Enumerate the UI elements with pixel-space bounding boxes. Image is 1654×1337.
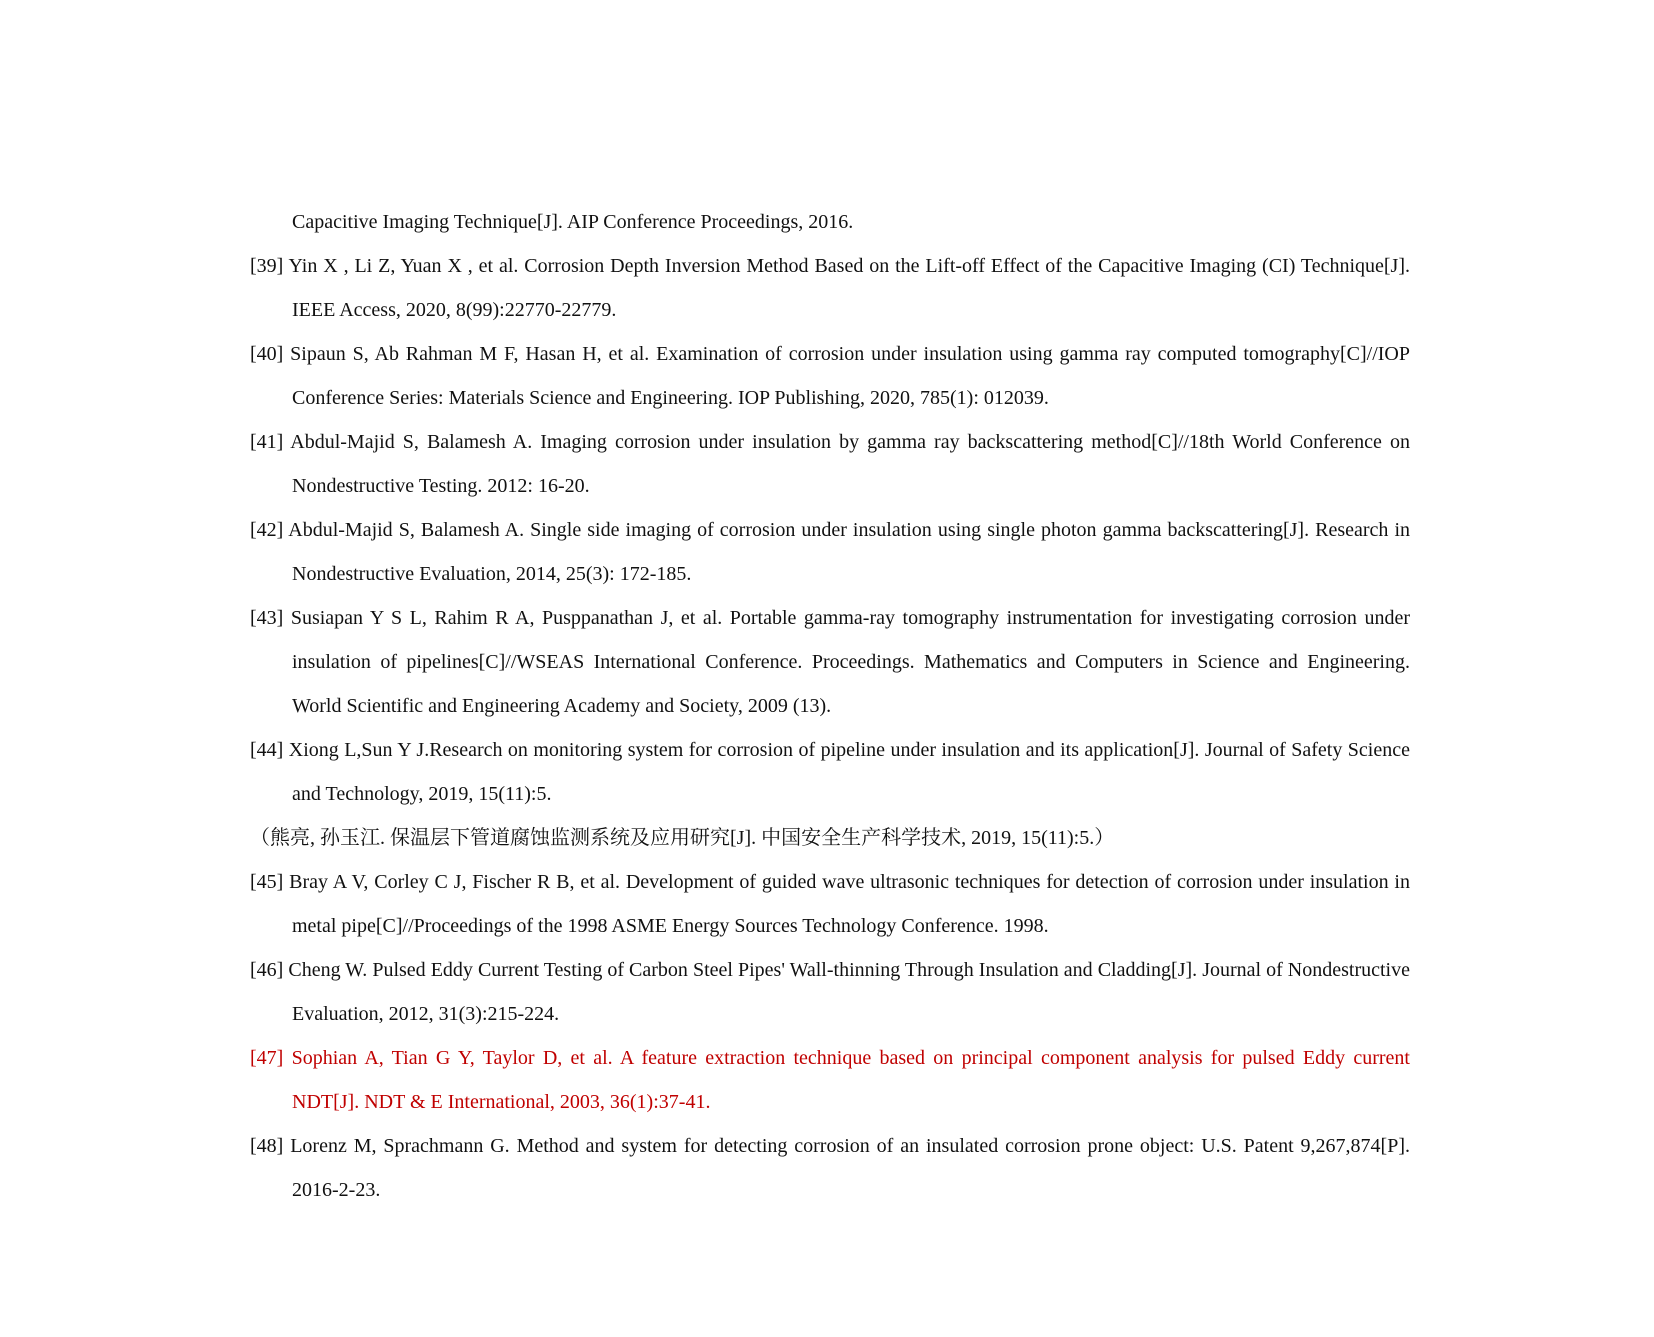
reference-47-highlighted: [47] Sophian A, Tian G Y, Taylor D, et al. A feature extraction technique based on principal component analysis for pulsed Eddy current NDT[J]. NDT & E International, 2003, 36(1):37-41. <box>250 1047 1410 1113</box>
reference-40: [40] Sipaun S, Ab Rahman M F, Hasan H, et al. Examination of corrosion under insulation using gamma ray computed tomography[C]//IOP Conference Series: Materials Science and Engineering. IOP Publishing, 2020, 785(1): 012039. <box>250 343 1410 409</box>
reference-46: [46] Cheng W. Pulsed Eddy Current Testing of Carbon Steel Pipes' Wall-thinning Through Insulation and Cladding[J]. Journal of Nondestructive Evaluation, 2012, 31(3):215-224. <box>250 959 1410 1025</box>
reference-43: [43] Susiapan Y S L, Rahim R A, Pusppanathan J, et al. Portable gamma-ray tomography instrumentation for investigating corrosion under insulation of pipelines[C]//WSEAS International Conference. Proceedings. Mathematics and Computers in Science and Engineering. World Scientific and Engineering Academy and Society, 2009 (13). <box>250 607 1410 717</box>
reference-44: [44] Xiong L,Sun Y J.Research on monitoring system for corrosion of pipeline under insulation and its application[J]. Journal of Safety Science and Technology, 2019, 15(11):5. <box>250 739 1410 805</box>
reference-42: [42] Abdul-Majid S, Balamesh A. Single side imaging of corrosion under insulation using single photon gamma backscattering[J]. Research in Nondestructive Evaluation, 2014, 25(3): 172-185. <box>250 519 1410 585</box>
reference-continuation: Capacitive Imaging Technique[J]. AIP Conference Proceedings, 2016. <box>292 211 854 233</box>
reference-45: [45] Bray A V, Corley C J, Fischer R B, et al. Development of guided wave ultrasonic techniques for detection of corrosion under insulation in metal pipe[C]//Proceedings of the 1998 ASME Energy Sources Technology Conference. 1998. <box>250 871 1410 937</box>
reference-48: [48] Lorenz M, Sprachmann G. Method and system for detecting corrosion of an insulated corrosion prone object: U.S. Patent 9,267,874[P]. 2016-2-23. <box>250 1135 1410 1201</box>
reference-44-chinese-translation: （熊亮, 孙玉江. 保温层下管道腐蚀监测系统及应用研究[J]. 中国安全生产科学技术, 2019, 15(11):5.） <box>250 827 1115 849</box>
reference-41: [41] Abdul-Majid S, Balamesh A. Imaging corrosion under insulation by gamma ray backscattering method[C]//18th World Conference on Nondestructive Testing. 2012: 16-20. <box>250 431 1410 497</box>
reference-39: [39] Yin X , Li Z, Yuan X , et al. Corrosion Depth Inversion Method Based on the Lift-off Effect of the Capacitive Imaging (CI) Technique[J]. IEEE Access, 2020, 8(99):22770-22779. <box>250 255 1410 321</box>
reference-list <box>250 200 1410 1212</box>
